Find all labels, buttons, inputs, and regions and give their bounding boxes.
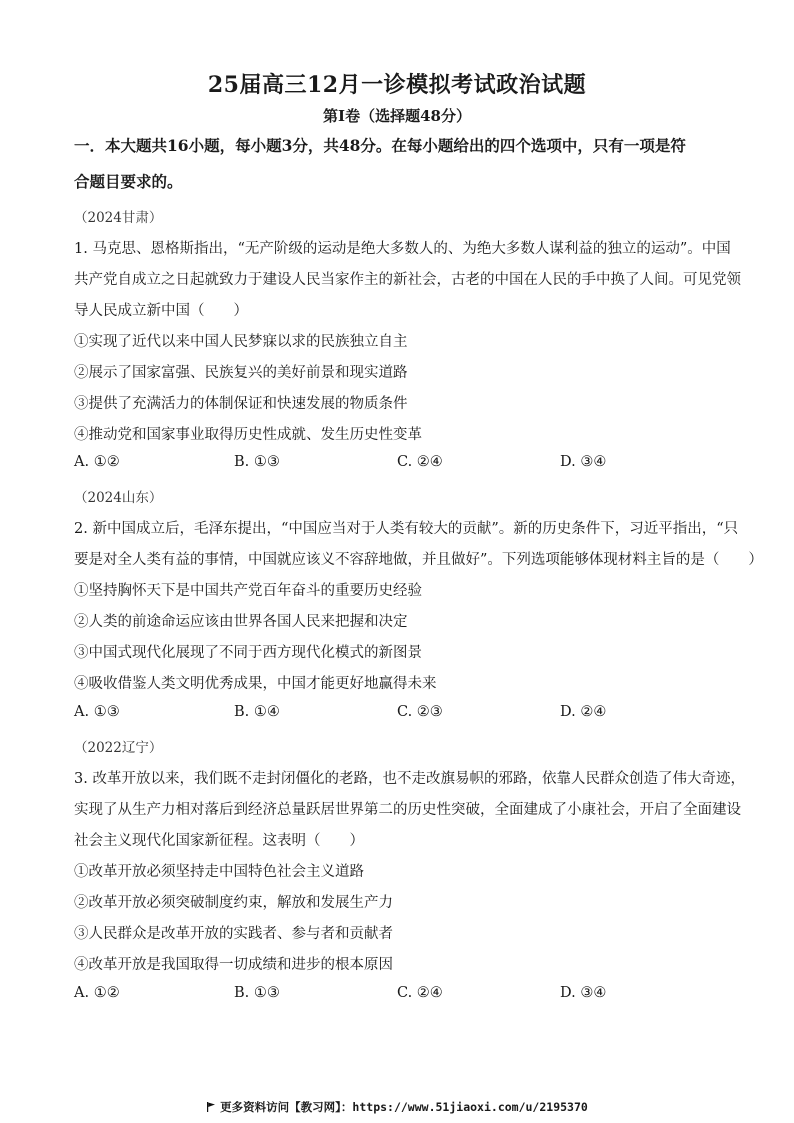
answer-options [74,704,734,724]
option-c: C. ②④ [397,985,443,1001]
statement-1: ①坚持胸怀天下是中国共产党百年奋斗的重要历史经验 [74,583,422,599]
option-a: A. ①② [74,985,120,1001]
option-b: B. ①③ [234,454,280,470]
statement-2: ②展示了国家富强、民族复兴的美好前景和现实道路 [74,365,408,381]
option-c: C. ②③ [397,704,443,720]
statement-4: ④推动党和国家事业取得历史性成就、发生历史性变革 [74,427,422,443]
question-source: （2022辽宁） [74,740,163,756]
statement-2: ②人类的前途命运应该由世界各国人民来把握和决定 [74,614,408,630]
section-subtitle: 第Ⅰ卷（选择题48分） [323,107,471,125]
question-stem-line: 2. 新中国成立后，毛泽东提出，“中国应当对于人类有较大的贡献”。新的历史条件下，习近平指出，“只 [74,521,739,537]
statement-1: ①实现了近代以来中国人民梦寐以求的民族独立自主 [74,334,408,350]
question-source: （2024山东） [74,490,163,506]
statement-3: ③人民群众是改革开放的实践者、参与者和贡献者 [74,926,393,942]
instructions-line-2: 合题目要求的。 [74,172,183,191]
statement-2: ②改革开放必须突破制度约束，解放和发展生产力 [74,895,393,911]
question-stem-line: 导人民成立新中国（ ） [74,303,248,319]
statement-4: ④吸收借鉴人类文明优秀成果，中国才能更好地赢得未来 [74,676,437,692]
question-stem-line: 实现了从生产力相对落后到经济总量跃居世界第二的历史性突破，全面建成了小康社会，开启了全面建设 [74,802,741,818]
statement-3: ③提供了充满活力的体制保证和快速发展的物质条件 [74,396,408,412]
answer-options [74,454,734,474]
statement-1: ①改革开放必须坚持走中国特色社会主义道路 [74,864,364,880]
statement-3: ③中国式现代化展现了不同于西方现代化模式的新图景 [74,645,422,661]
question-stem-line: 3. 改革开放以来，我们既不走封闭僵化的老路，也不走改旗易帜的邪路，依靠人民群众创造了伟大奇迹， [74,771,745,787]
option-b: B. ①③ [234,985,280,1001]
option-d: D. ②④ [560,704,607,720]
flag-icon [206,1101,216,1111]
option-c: C. ②④ [397,454,443,470]
statement-4: ④改革开放是我国取得一切成绩和进步的根本原因 [74,957,393,973]
page-title: 25届高三12月一诊模拟考试政治试题 [207,72,587,98]
option-b: B. ①④ [234,704,280,720]
answer-options [74,985,734,1005]
question-stem-line: 社会主义现代化国家新征程。这表明（ ） [74,833,364,849]
option-a: A. ①② [74,454,120,470]
question-source: （2024甘肃） [74,210,163,226]
footer-link[interactable] [0,1099,794,1115]
option-a: A. ①③ [74,704,120,720]
option-d: D. ③④ [560,985,607,1001]
footer-text[interactable]: 更多资料访问【教习网】：https://www.51jiaoxi.com/u/2195370 [220,1100,588,1114]
question-stem-line: 要是对全人类有益的事情，中国就应该义不容辞地做，并且做好”。下列选项能够体现材料主旨的是（ ） [74,552,763,568]
option-d: D. ③④ [560,454,607,470]
instructions-line-1: 一．本大题共16小题，每小题3分，共48分。在每小题给出的四个选项中，只有一项是符 [74,136,686,155]
question-stem-line: 1. 马克思、恩格斯指出，“无产阶级的运动是绝大多数人的、为绝大多数人谋利益的独立的运动”。中国 [74,241,731,257]
question-stem-line: 共产党自成立之日起就致力于建设人民当家作主的新社会，古老的中国在人民的手中换了人间。可见党领 [74,272,741,288]
